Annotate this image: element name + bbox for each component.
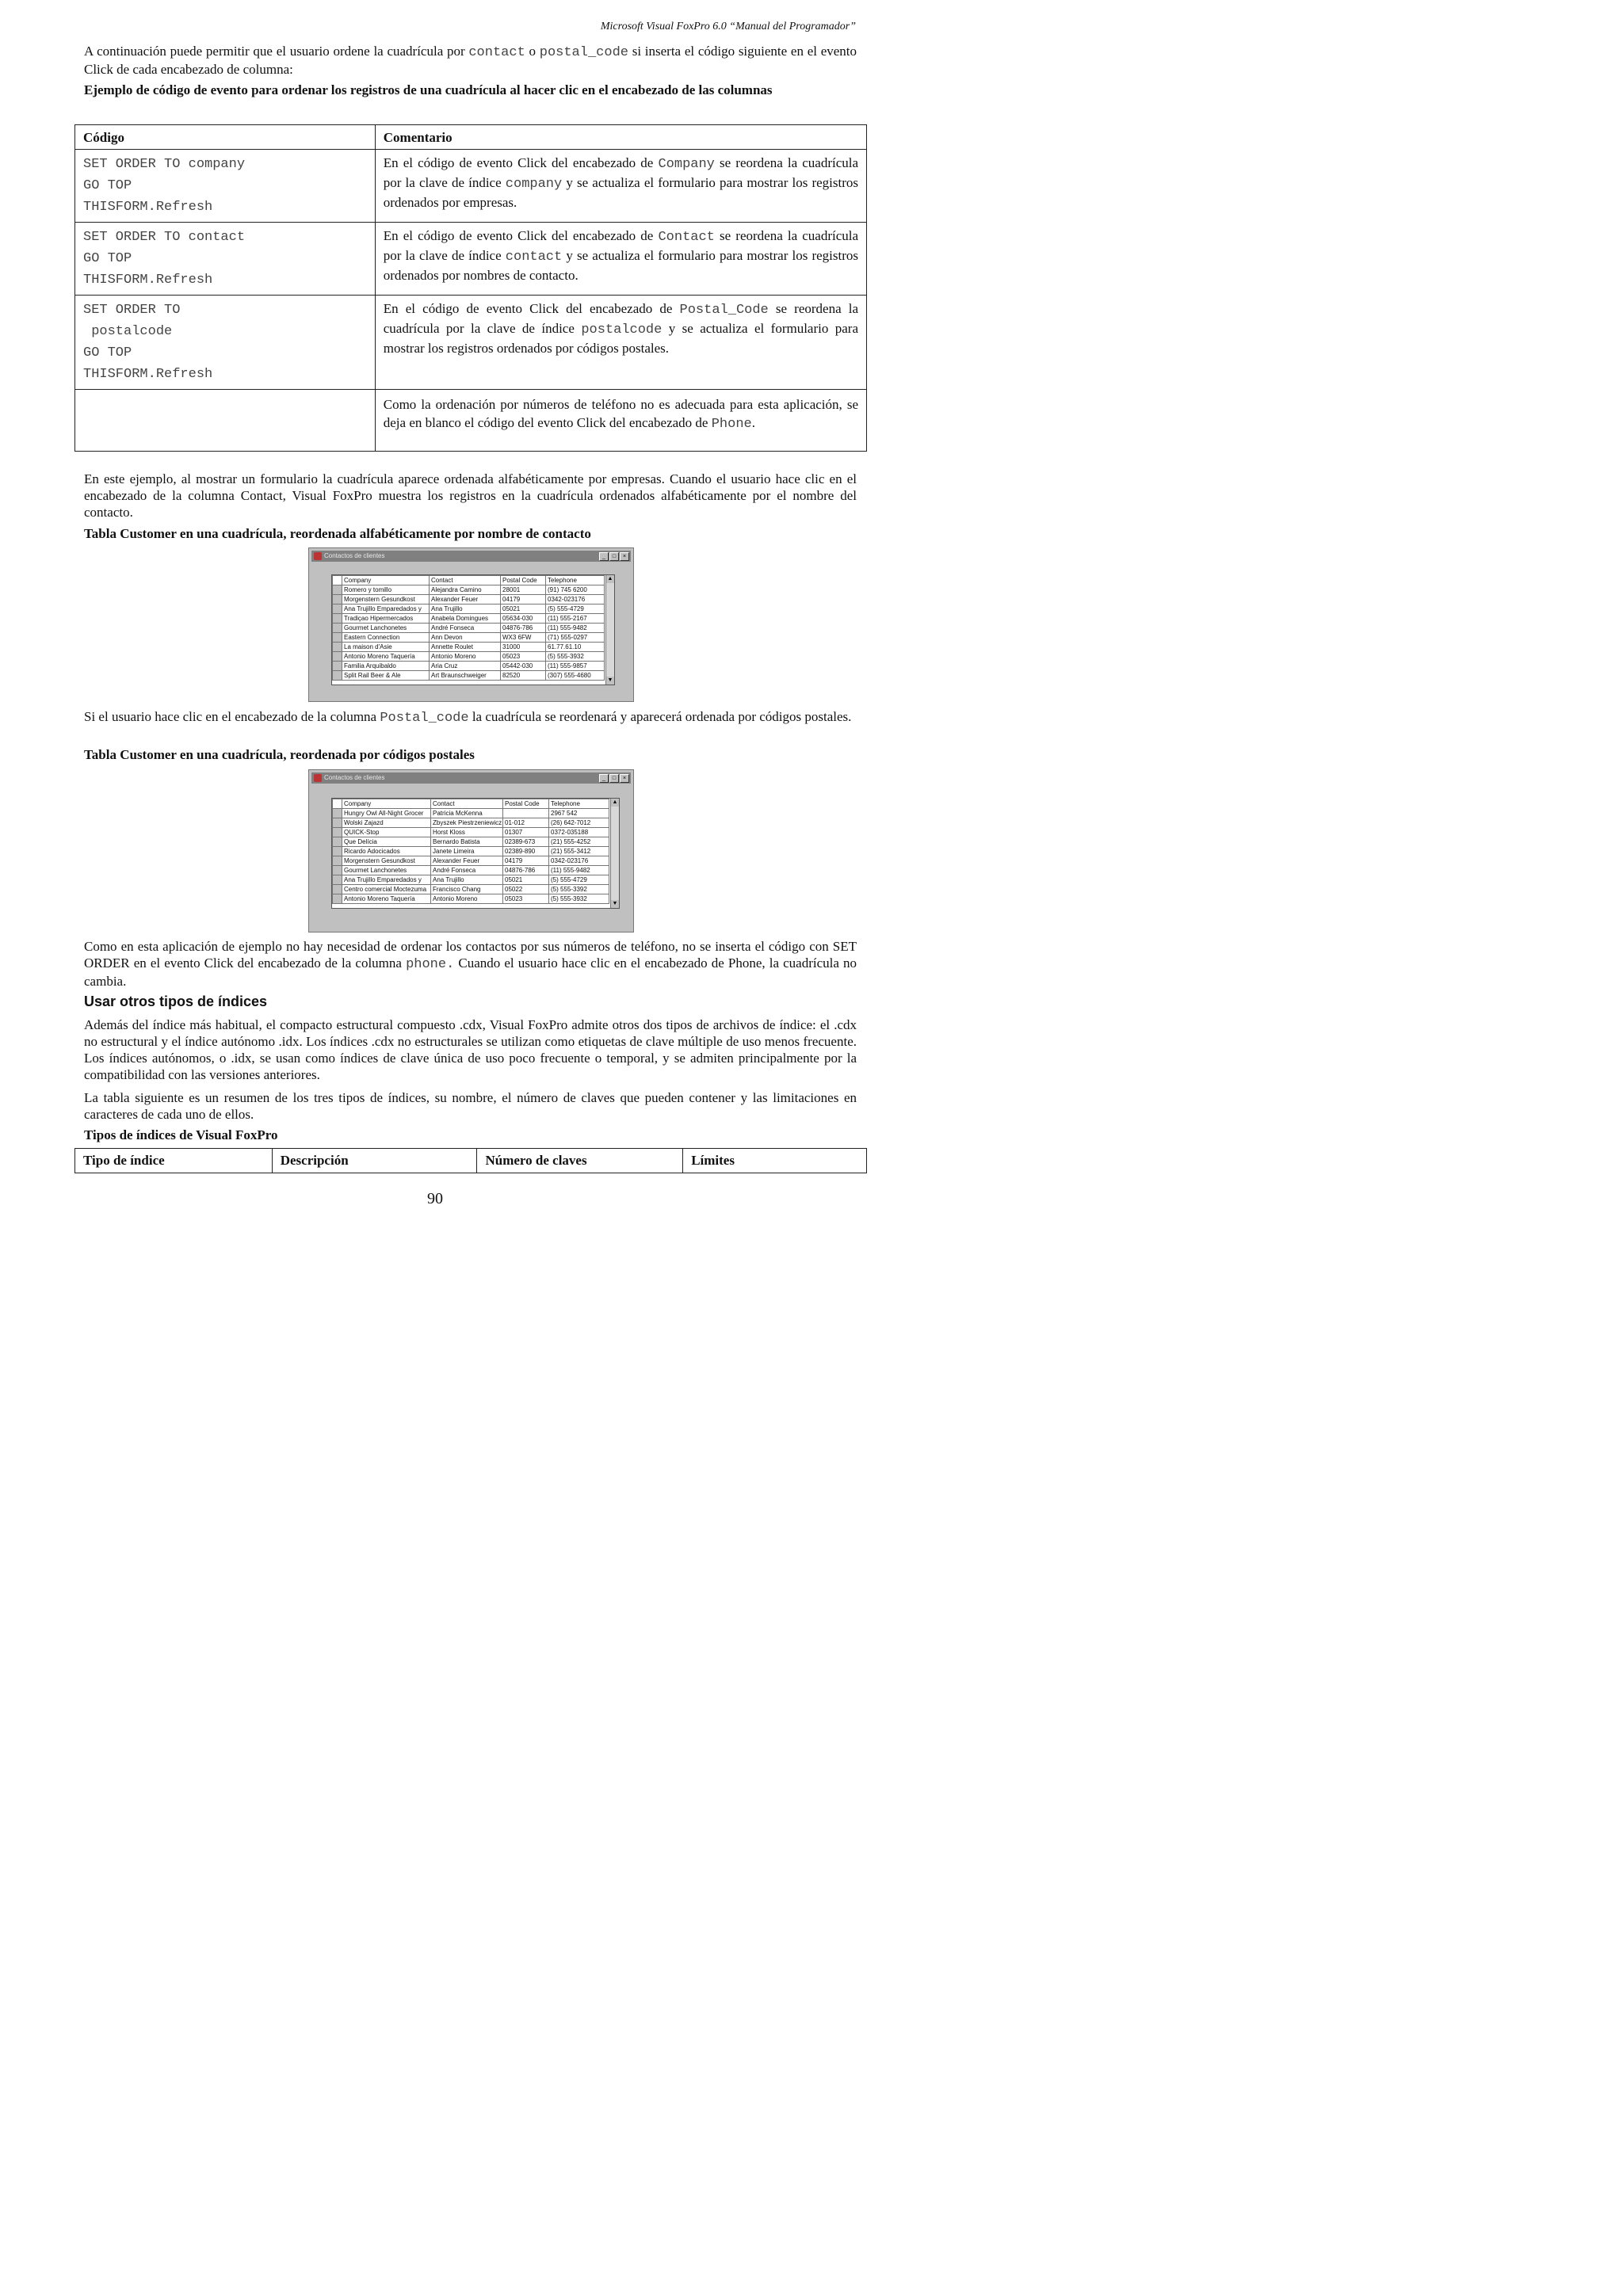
header-descripcion: Descripción (272, 1149, 477, 1173)
row-selector[interactable] (333, 652, 342, 662)
row-selector[interactable] (333, 595, 342, 605)
cell-postal-code[interactable]: 04179 (501, 595, 546, 605)
close-icon[interactable]: × (620, 552, 629, 561)
cell-telephone[interactable]: (5) 555-4729 (549, 875, 609, 885)
grid-row[interactable] (333, 809, 609, 818)
code-line: THISFORM.Refresh (83, 367, 213, 382)
cell-postal-code[interactable]: WX3 6FW (501, 633, 546, 643)
code-table-header (75, 125, 867, 150)
minimize-icon[interactable]: _ (599, 774, 609, 783)
grid-row[interactable] (333, 671, 605, 681)
comment-text: En el código de evento Click del encabezado de (383, 301, 673, 316)
para4-code: phone. (406, 957, 455, 972)
cell-telephone[interactable]: (21) 555-4252 (549, 837, 609, 847)
code-cell (75, 296, 376, 390)
comment-cell (375, 150, 866, 223)
cell-telephone[interactable]: 0342-023176 (549, 856, 609, 866)
code-line: SET ORDER TO (83, 303, 181, 318)
cell-postal-code[interactable]: 04876-786 (501, 624, 546, 633)
foxpro-icon (314, 774, 322, 782)
index-table-header (75, 1149, 867, 1173)
cell-postal-code[interactable]: 05021 (501, 605, 546, 614)
comment-text: Como la ordenación por números de teléfono no es adecuada para esta aplicación, se deja en blanco el código del evento Click del encabezado de (383, 397, 858, 430)
cell-telephone[interactable]: (307) 555-4680 (546, 671, 605, 681)
scroll-down-icon[interactable]: ▼ (607, 677, 613, 683)
cell-postal-code[interactable] (503, 809, 549, 818)
comment-code: contact (505, 250, 563, 265)
grid-row[interactable] (333, 624, 605, 633)
cell-contact[interactable]: André Fonseca (430, 624, 501, 633)
header-comentario: Comentario (375, 125, 866, 150)
cell-postal-code[interactable]: 05023 (503, 894, 549, 904)
cell-postal-code[interactable]: 04179 (503, 856, 549, 866)
para3-text-1: Si el usuario hace clic en el encabezado de la columna (84, 709, 377, 724)
cell-contact[interactable]: Alexander Feuer (431, 856, 503, 866)
section-title: Usar otros tipos de índices (84, 994, 268, 1009)
grid-row[interactable] (333, 875, 609, 885)
header-codigo: Código (75, 125, 376, 150)
code-line: THISFORM.Refresh (83, 273, 213, 288)
row-selector[interactable] (333, 671, 342, 681)
maximize-icon[interactable]: □ (609, 552, 619, 561)
cell-telephone[interactable]: 0342-023176 (546, 595, 605, 605)
page-number: 90 (427, 1190, 443, 1207)
cell-contact[interactable]: Alexander Feuer (430, 595, 501, 605)
para4-text-2: Cuando el usuario hace clic en el encabezado de Phone, la cuadrícula no cambia. (84, 955, 857, 989)
cell-company[interactable]: Eastern Connection (342, 633, 430, 643)
code-line: postalcode (83, 324, 173, 339)
column-header-postal-code[interactable]: Postal Code (503, 799, 549, 809)
cell-postal-code[interactable]: 05442-030 (501, 662, 546, 671)
cell-contact[interactable]: Ana Trujillo (430, 605, 501, 614)
cell-postal-code[interactable]: 05023 (501, 652, 546, 662)
code-cell (75, 150, 376, 223)
row-selector[interactable] (333, 585, 342, 595)
row-selector[interactable] (333, 866, 342, 875)
cell-contact[interactable]: Alejandra Camino (430, 585, 501, 595)
code-line: GO TOP (83, 178, 132, 193)
cell-postal-code[interactable]: 05021 (503, 875, 549, 885)
header-numero-claves: Número de claves (477, 1149, 683, 1173)
grid-row[interactable] (333, 595, 605, 605)
column-header-contact[interactable]: Contact (430, 576, 501, 585)
cell-company[interactable]: Familia Arquibaldo (342, 662, 430, 671)
row-selector[interactable] (333, 662, 342, 671)
cell-telephone[interactable]: (21) 555-3412 (549, 847, 609, 856)
contacts-window-1 (308, 547, 634, 702)
code-line: SET ORDER TO contact (83, 230, 246, 245)
row-selector[interactable] (333, 885, 342, 894)
cell-company[interactable]: Hungry Owl All-Night Grocer (342, 809, 431, 818)
comment-text: En el código de evento Click del encabezado de (383, 155, 654, 170)
code-row (75, 223, 867, 296)
cell-company[interactable]: Gourmet Lanchonetes (342, 624, 430, 633)
para4-text-1: Como en esta aplicación de ejemplo no hay necesidad de ordenar los contactos por sus números de teléfono, no se inserta el código con SET ORDER en el evento Click del encabezado de la columna (84, 939, 857, 971)
cell-company[interactable]: Romero y tomillo (342, 585, 430, 595)
comment-text: y se actualiza el formulario para mostrar los registros ordenados por códigos postales. (383, 321, 859, 356)
index-table-title: Tipos de índices de Visual FoxPro (84, 1127, 278, 1142)
code-row (75, 150, 867, 223)
cell-postal-code[interactable]: 31000 (501, 643, 546, 652)
cell-contact[interactable]: Patricia McKenna (431, 809, 503, 818)
grid-row[interactable] (333, 828, 609, 837)
intro-text-2: o (529, 44, 537, 59)
para3-text-2: la cuadrícula se reordenará y aparecerá ordenada por códigos postales. (472, 709, 852, 724)
cell-telephone[interactable]: (26) 642-7012 (549, 818, 609, 828)
cell-telephone[interactable]: (11) 555-2167 (546, 614, 605, 624)
close-icon[interactable]: × (620, 774, 629, 783)
window-title: Contactos de clientes (324, 774, 385, 781)
comment-code: Phone (711, 417, 752, 432)
grid-row[interactable] (333, 847, 609, 856)
row-selector[interactable] (333, 624, 342, 633)
cell-contact[interactable]: Annette Roulet (430, 643, 501, 652)
figure1-caption: Tabla Customer en una cuadrícula, reordenada alfabéticamente por nombre de contacto (84, 526, 591, 541)
cell-postal-code[interactable]: 04876-786 (503, 866, 549, 875)
comment-code: Contact (658, 230, 715, 245)
cell-company[interactable]: Antonio Moreno Taquería (342, 894, 431, 904)
row-selector[interactable] (333, 633, 342, 643)
grid-row[interactable] (333, 643, 605, 652)
paragraph-example: En este ejemplo, al mostrar un formulario la cuadrícula aparece ordenada alfabéticamente por empresas. Cuando el usuario hace clic en el encabezado de la columna Contact, Visual FoxPro muestra los registros en la cuadrícula ordenados alfabéticamente por el nombre del contacto. (84, 471, 857, 520)
cell-telephone[interactable]: 0372-035188 (549, 828, 609, 837)
cell-company[interactable]: Que Delícia (342, 837, 431, 847)
cell-company[interactable]: Centro comercial Moctezuma (342, 885, 431, 894)
foxpro-icon (314, 552, 322, 560)
cell-telephone[interactable]: (91) 745 6200 (546, 585, 605, 595)
cell-postal-code[interactable]: 05634-030 (501, 614, 546, 624)
customer-grid[interactable] (331, 574, 615, 685)
para3-code: Postal_code (380, 711, 469, 726)
cell-contact[interactable]: Antonio Moreno (430, 652, 501, 662)
figure2-caption: Tabla Customer en una cuadrícula, reordenada por códigos postales (84, 747, 475, 762)
maximize-icon[interactable]: □ (609, 774, 619, 783)
grid-row[interactable] (333, 885, 609, 894)
grid-header-row (333, 799, 609, 809)
cell-company[interactable]: La maison d'Asie (342, 643, 430, 652)
grid-row[interactable] (333, 585, 605, 595)
column-header-company[interactable]: Company (342, 799, 431, 809)
grid-row[interactable] (333, 662, 605, 671)
window-title: Contactos de clientes (324, 552, 385, 559)
row-selector (333, 576, 342, 585)
customer-grid[interactable] (331, 798, 620, 909)
cell-company[interactable]: Morgenstern Gesundkost (342, 595, 430, 605)
row-selector[interactable] (333, 856, 342, 866)
grid-header-row (333, 576, 605, 585)
comment-code: Postal_Code (679, 303, 769, 318)
code-table (74, 124, 867, 452)
minimize-icon[interactable]: _ (599, 552, 609, 561)
cell-company[interactable]: Ana Trujillo Emparedados y (342, 605, 430, 614)
cell-contact[interactable]: Aria Cruz (430, 662, 501, 671)
comment-cell (375, 296, 866, 390)
code-line: GO TOP (83, 251, 132, 266)
comment-text: se reordena la cuadrícula por la clave de índice (383, 228, 859, 263)
comment-text: . (751, 415, 755, 430)
row-selector[interactable] (333, 614, 342, 624)
cell-telephone[interactable]: (5) 555-3392 (549, 885, 609, 894)
paragraph-index-types: Además del índice más habitual, el compacto estructural compuesto .cdx, Visual FoxPro admite otros dos tipos de archivos de índice: el .cdx no estructural y el índice autónomo .idx. Los índices .cdx no estructurales se utilizan como etiquetas de clave múltiple de uso menos frecuente. Los índices autónomos, o .idx, se usan como índices de clave única de uso poco frecuente o temporal, y se admiten principalmente por la compatibilidad con las versiones anteriores. (84, 1017, 857, 1082)
code-row (75, 296, 867, 390)
paragraph-phone (84, 938, 857, 990)
cell-postal-code[interactable]: 82520 (501, 671, 546, 681)
cell-postal-code[interactable]: 05022 (503, 885, 549, 894)
comment-text: se reordena la cuadrícula por la clave de índice (383, 155, 859, 190)
paragraph-summary: La tabla siguiente es un resumen de los tres tipos de índices, su nombre, el número de claves que pueden contener y las limitaciones en caracteres de cada uno de ellos. (84, 1090, 857, 1122)
grid-row[interactable] (333, 614, 605, 624)
column-header-telephone[interactable]: Telephone (549, 799, 609, 809)
code-cell (75, 223, 376, 296)
comment-cell (375, 223, 866, 296)
row-selector[interactable] (333, 818, 342, 828)
vertical-scrollbar[interactable] (610, 799, 619, 908)
cell-telephone[interactable]: (11) 555-9857 (546, 662, 605, 671)
row-selector (333, 799, 342, 809)
intro-text-1: A continuación puede permitir que el usuario ordene la cuadrícula por (84, 44, 465, 59)
grid-row[interactable] (333, 866, 609, 875)
grid-row[interactable] (333, 605, 605, 614)
cell-company[interactable]: Split Rail Beer & Ale (342, 671, 430, 681)
grid-row[interactable] (333, 894, 609, 904)
scroll-down-icon[interactable]: ▼ (612, 901, 618, 906)
comment-code: Company (658, 157, 715, 172)
column-header-company[interactable]: Company (342, 576, 430, 585)
code-cell-empty (75, 390, 376, 452)
cell-contact[interactable]: Janete Limeira (431, 847, 503, 856)
comment-code: company (505, 177, 563, 192)
row-selector[interactable] (333, 837, 342, 847)
cell-company[interactable]: Ana Trujillo Emparedados y (342, 875, 431, 885)
grid-row[interactable] (333, 633, 605, 643)
window-titlebar (311, 551, 631, 562)
grid-row[interactable] (333, 856, 609, 866)
cell-postal-code[interactable]: 01-012 (503, 818, 549, 828)
cell-postal-code[interactable]: 02389-890 (503, 847, 549, 856)
scroll-up-icon[interactable]: ▲ (612, 799, 618, 805)
header-limites: Límites (683, 1149, 867, 1173)
index-types-table (74, 1148, 867, 1173)
cell-contact[interactable]: Anabela Domingues (430, 614, 501, 624)
paragraph-postal (84, 708, 857, 727)
column-header-contact[interactable]: Contact (431, 799, 503, 809)
cell-postal-code[interactable]: 02389-673 (503, 837, 549, 847)
code-line: THISFORM.Refresh (83, 200, 213, 215)
cell-telephone[interactable]: (11) 555-9482 (549, 866, 609, 875)
comment-cell (375, 390, 866, 452)
cell-telephone[interactable]: (5) 555-4729 (546, 605, 605, 614)
column-header-postal-code[interactable]: Postal Code (501, 576, 546, 585)
row-selector[interactable] (333, 809, 342, 818)
cell-company[interactable]: Tradiçao Hipermercados (342, 614, 430, 624)
comment-text: y se actualiza el formulario para mostrar los registros ordenados por nombres de contacto. (383, 248, 859, 283)
comment-text: se reordena la cuadrícula por la clave de índice (383, 301, 859, 336)
cell-company[interactable]: QUICK-Stop (342, 828, 431, 837)
cell-contact[interactable]: Ana Trujillo (431, 875, 503, 885)
intro-text-3: si inserta el código siguiente en el evento Click de cada encabezado de columna: (84, 44, 857, 77)
cell-company[interactable]: Ricardo Adocicados (342, 847, 431, 856)
example-title: Ejemplo de código de evento para ordenar los registros de una cuadrícula al hacer clic en el encabezado de las columnas (84, 82, 773, 97)
column-header-telephone[interactable]: Telephone (546, 576, 605, 585)
cell-company[interactable]: Wolski Zajazd (342, 818, 431, 828)
cell-company[interactable]: Gourmet Lanchonetes (342, 866, 431, 875)
cell-telephone[interactable]: (11) 555-9482 (546, 624, 605, 633)
intro-paragraph (84, 43, 857, 78)
code-line: GO TOP (83, 345, 132, 360)
comment-code: postalcode (581, 322, 663, 338)
cell-contact[interactable]: Ann Devon (430, 633, 501, 643)
row-selector[interactable] (333, 643, 342, 652)
intro-code-contact: contact (468, 45, 525, 60)
cell-company[interactable]: Morgenstern Gesundkost (342, 856, 431, 866)
cell-contact[interactable]: Zbyszek Piestrzeniewicz (431, 818, 503, 828)
intro-code-postal: postal_code (539, 45, 628, 60)
code-row (75, 390, 867, 452)
cell-telephone[interactable]: (5) 555-3932 (549, 894, 609, 904)
cell-telephone[interactable]: (71) 555-0297 (546, 633, 605, 643)
cell-contact[interactable]: Francisco Chang (431, 885, 503, 894)
code-line: SET ORDER TO company (83, 157, 246, 172)
running-header: Microsoft Visual FoxPro 6.0 “Manual del Programador” (600, 21, 856, 32)
cell-company[interactable]: Antonio Moreno Taquería (342, 652, 430, 662)
cell-telephone[interactable]: 2967 542 (549, 809, 609, 818)
contacts-window-2 (308, 769, 634, 933)
cell-contact[interactable]: André Fonseca (431, 866, 503, 875)
cell-telephone[interactable]: (5) 555-3932 (546, 652, 605, 662)
comment-text: En el código de evento Click del encabezado de (383, 228, 654, 243)
cell-postal-code[interactable]: 28001 (501, 585, 546, 595)
cell-telephone[interactable]: 61.77.61.10 (546, 643, 605, 652)
row-selector[interactable] (333, 847, 342, 856)
comment-text: y se actualiza el formulario para mostrar los registros ordenados por empresas. (383, 175, 859, 210)
cell-contact[interactable]: Antonio Moreno (431, 894, 503, 904)
header-tipo: Tipo de índice (75, 1149, 273, 1173)
row-selector[interactable] (333, 828, 342, 837)
grid-row[interactable] (333, 652, 605, 662)
cell-contact[interactable]: Horst Kloss (431, 828, 503, 837)
row-selector[interactable] (333, 605, 342, 614)
window-titlebar (311, 772, 631, 784)
grid-row[interactable] (333, 837, 609, 847)
row-selector[interactable] (333, 894, 342, 904)
row-selector[interactable] (333, 875, 342, 885)
cell-postal-code[interactable]: 01307 (503, 828, 549, 837)
scroll-up-icon[interactable]: ▲ (607, 576, 613, 582)
cell-contact[interactable]: Bernardo Batista (431, 837, 503, 847)
vertical-scrollbar[interactable] (605, 575, 614, 685)
cell-contact[interactable]: Art Braunschweiger (430, 671, 501, 681)
grid-row[interactable] (333, 818, 609, 828)
